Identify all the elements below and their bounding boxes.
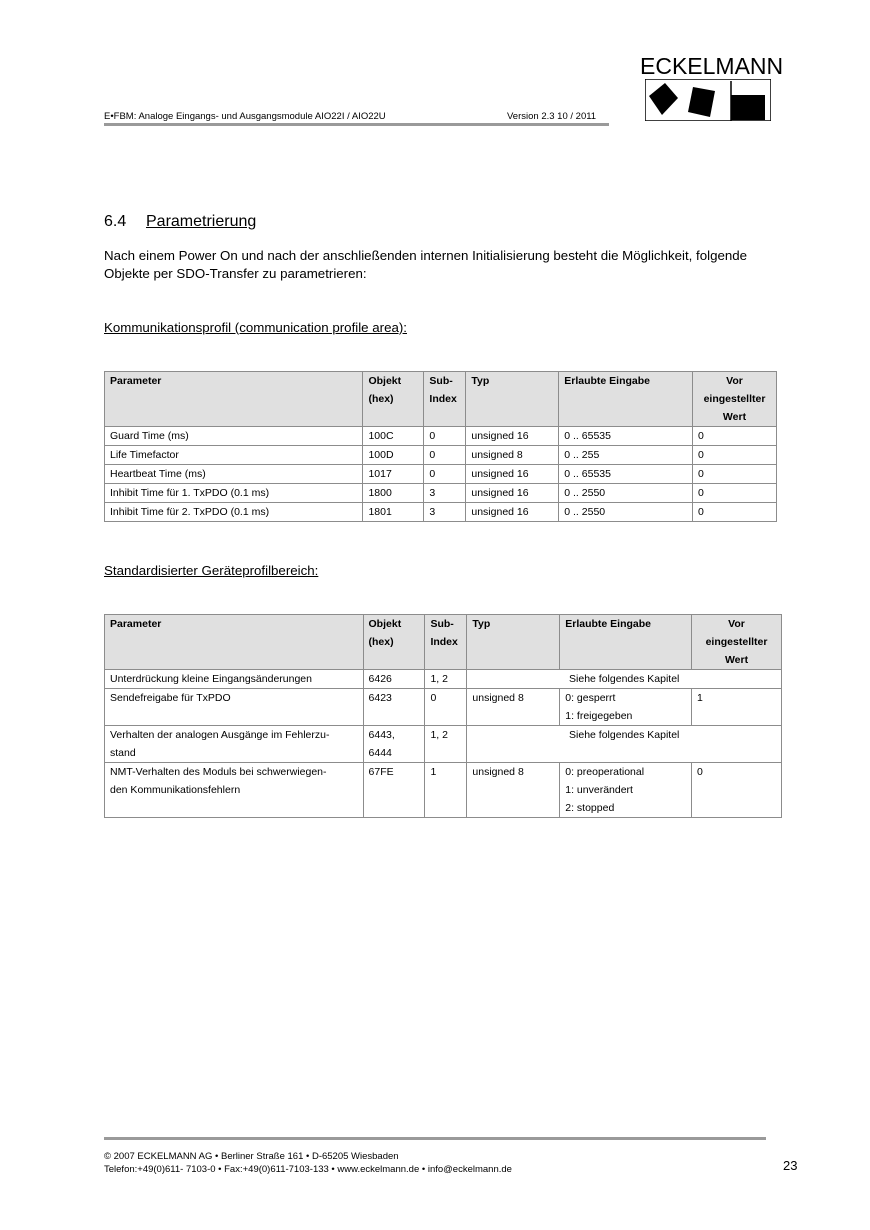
cell-default: 0 [692,763,782,818]
table-header-row [105,615,782,670]
cell-range: 0: gesperrt 1: freigegeben [560,689,692,726]
cell-typ: unsigned 8 [467,689,560,726]
cell-subindex: 0 [424,446,466,465]
header-parameter: Parameter [105,372,363,427]
header-typ: Typ [466,372,559,427]
header-subindex: Sub- Index [425,615,467,670]
table-row [105,763,782,818]
cell-objekt: 1017 [363,465,424,484]
cell-typ: unsigned 16 [466,503,559,522]
cell-typ: unsigned 16 [466,427,559,446]
section-title: Parametrierung [146,213,257,230]
communication-profile-heading: Kommunikationsprofil (communication profile area): [104,320,407,335]
eckelmann-logo-mark [645,79,771,121]
header-typ: Typ [467,615,560,670]
cell-range: 0: preoperational 1: unverändert 2: stopped [560,763,692,818]
table-row [105,427,777,446]
cell-typ: unsigned 16 [466,484,559,503]
cell-subindex: 3 [424,503,466,522]
footer-contact: Telefon:+49(0)611- 7103-0 • Fax:+49(0)611-7103-133 • www.eckelmann.de • info@eckelmann.de [104,1164,512,1175]
cell-default: 0 [693,427,777,446]
cell-range: 0 .. 65535 [559,465,693,484]
header-voreingestellter-wert: Vor eingestellter Wert [693,372,777,427]
cell-parameter: Heartbeat Time (ms) [105,465,363,484]
device-profile-heading: Standardisierter Geräteprofilbereich: [104,563,319,578]
cell-subindex: 1, 2 [425,670,467,689]
table-row [105,726,782,763]
header-erlaubte-eingabe: Erlaubte Eingabe [559,372,693,427]
header-divider [104,123,609,126]
cell-parameter: Inhibit Time für 2. TxPDO (0.1 ms) [105,503,363,522]
table-row [105,503,777,522]
header-objekt: Objekt (hex) [363,372,424,427]
logo-square-shape [731,95,765,120]
cell-objekt: 1801 [363,503,424,522]
cell-objekt: 1800 [363,484,424,503]
table-row [105,670,782,689]
page-number: 23 [783,1158,798,1173]
device-profile-table [104,614,782,818]
cell-objekt: 6423 [363,689,425,726]
cell-default: 0 [693,484,777,503]
table-row [105,484,777,503]
cell-parameter: Inhibit Time für 1. TxPDO (0.1 ms) [105,484,363,503]
cell-objekt: 6443, 6444 [363,726,425,763]
cell-subindex: 0 [424,427,466,446]
header-erlaubte-eingabe: Erlaubte Eingabe [560,615,692,670]
cell-objekt: 67FE [363,763,425,818]
intro-paragraph: Nach einem Power On und nach der anschließenden internen Initialisierung besteht die Möglichkeit, folgende Objekte per SDO-Transfer zu parametrieren: [104,248,748,281]
header-objekt: Objekt (hex) [363,615,425,670]
cell-subindex: 3 [424,484,466,503]
cell-typ: unsigned 8 [467,763,560,818]
cell-default: 1 [692,689,782,726]
cell-objekt: 6426 [363,670,425,689]
cell-parameter: Sendefreigabe für TxPDO [105,689,364,726]
header-voreingestellter-wert: Vor eingestellter Wert [692,615,782,670]
table-row [105,465,777,484]
header-document-title: E•FBM: Analoge Eingangs- und Ausgangsmodule AIO22I / AIO22U [104,111,386,122]
cell-subindex: 1, 2 [425,726,467,763]
cell-subindex: 0 [425,689,467,726]
cell-range: 0 .. 255 [559,446,693,465]
communication-profile-table [104,371,777,522]
cell-objekt: 100D [363,446,424,465]
cell-typ: unsigned 16 [466,465,559,484]
section-number: 6.4 [104,213,127,230]
footer-address: © 2007 ECKELMANN AG • Berliner Straße 161 • D-65205 Wiesbaden [104,1151,399,1162]
header-subindex: Sub- Index [424,372,466,427]
cell-parameter: Guard Time (ms) [105,427,363,446]
cell-parameter: Life Timefactor [105,446,363,465]
cell-subindex: 1 [425,763,467,818]
cell-range: 0 .. 2550 [559,503,693,522]
footer-divider [104,1137,766,1140]
cell-parameter: Unterdrückung kleine Eingangsänderungen [105,670,364,689]
table-header-row [105,372,777,427]
header-parameter: Parameter [105,615,364,670]
eckelmann-logo-text: ECKELMANN [640,53,784,79]
cell-see-chapter: Siehe folgendes Kapitel [467,670,782,689]
cell-objekt: 100C [363,427,424,446]
cell-subindex: 0 [424,465,466,484]
table-row [105,446,777,465]
cell-range: 0 .. 65535 [559,427,693,446]
cell-default: 0 [693,503,777,522]
cell-default: 0 [693,446,777,465]
cell-see-chapter: Siehe folgendes Kapitel [467,726,782,763]
cell-parameter: Verhalten der analogen Ausgänge im Fehlerzu- stand [105,726,364,763]
cell-parameter: NMT-Verhalten des Moduls bei schwerwiegen- den Kommunikationsfehlern [105,763,364,818]
cell-typ: unsigned 8 [466,446,559,465]
cell-default: 0 [693,465,777,484]
table-row [105,689,782,726]
cell-range: 0 .. 2550 [559,484,693,503]
header-version: Version 2.3 10 / 2011 [507,111,597,122]
